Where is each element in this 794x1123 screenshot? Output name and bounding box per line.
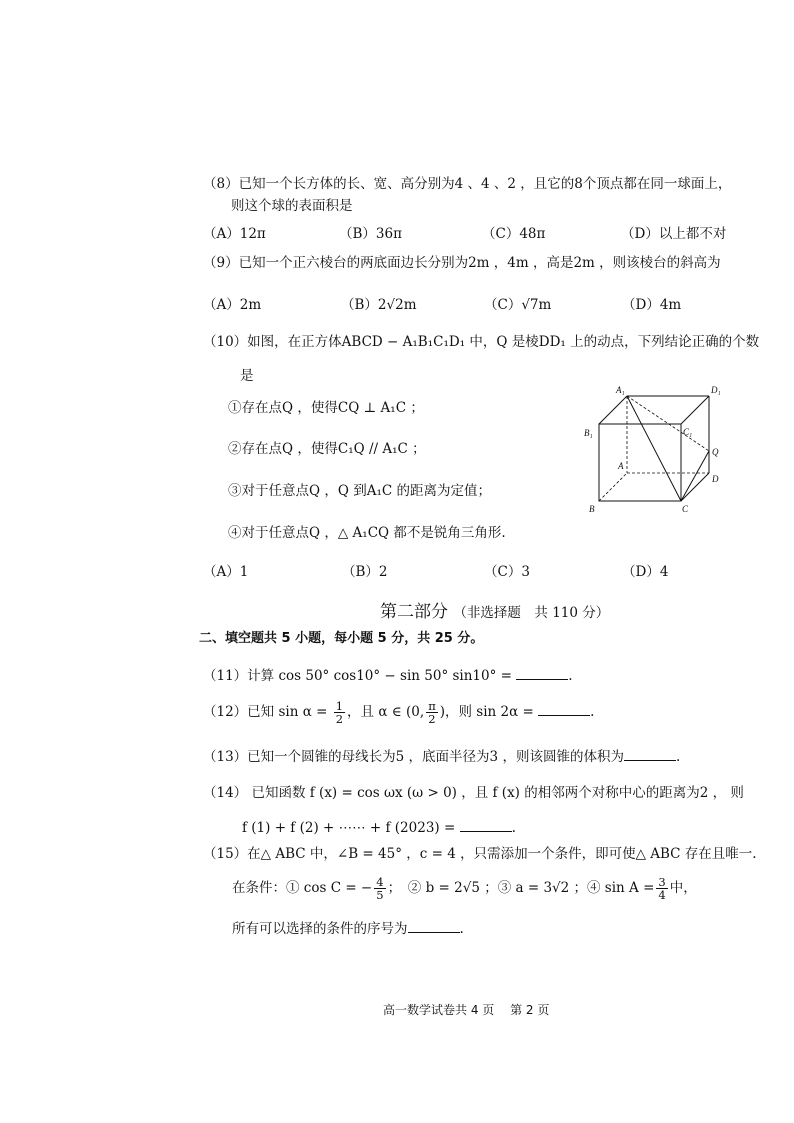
label-b1: B₁ bbox=[584, 428, 593, 438]
q8-option-a: （A）12π bbox=[203, 226, 266, 242]
q10-option-d: （D）4 bbox=[622, 564, 669, 580]
q12-fraction-half: $\frac{1}{2}$ bbox=[335, 699, 344, 727]
q12-mid: ，且 α ∈ (0, bbox=[347, 704, 425, 721]
part2-title-wrap bbox=[380, 597, 609, 622]
q15-fraction-3-4: $\frac{3}{4}$ bbox=[658, 875, 666, 903]
q9-option-b: （B）2√2m bbox=[341, 297, 417, 313]
q15-c-mid: ； ② b = 2√5 ；③ a = 3√2 ；④ sin A = bbox=[387, 880, 655, 897]
q14-answer-blank[interactable] bbox=[460, 819, 512, 832]
q14-end: . bbox=[511, 820, 516, 836]
q11 bbox=[203, 667, 573, 684]
label-c1: C₁ bbox=[683, 427, 693, 437]
q15-c-pre: 在条件：① cos C = − bbox=[232, 880, 373, 897]
q12-pre: （12）已知 sin α = bbox=[203, 704, 328, 721]
q9-text: （9）已知一个正六棱台的两底面边长分别为2m ，4m ，高是2m ，则该棱台的斜高为 bbox=[203, 255, 721, 271]
q10-line2: 是 bbox=[240, 368, 254, 384]
q10-option-b: （B）2 bbox=[342, 564, 388, 580]
label-a: A bbox=[618, 461, 624, 471]
section2-heading: 二、填空题共 5 小题，每小题 5 分，共 25 分。 bbox=[199, 631, 484, 646]
q14-line2: f (1) + f (2) + ⋯⋯ + f (2023) = bbox=[242, 820, 456, 836]
q10-statement-1: ①存在点Q ，使得CQ ⊥ A₁C ； bbox=[228, 400, 424, 416]
q15-line3-text: 所有可以选择的条件的序号为 bbox=[232, 921, 408, 937]
q15-conditions bbox=[232, 876, 697, 901]
part2-title: 第二部分 bbox=[380, 602, 448, 622]
page-footer: 高一数学试卷共 4 页 第 2 页 bbox=[383, 1003, 550, 1017]
q15-c-post: 中， bbox=[669, 880, 697, 897]
q12 bbox=[203, 700, 594, 725]
q13 bbox=[203, 748, 680, 765]
q8-line1: （8）已知一个长方体的长、宽、高分别为4 、4 、2 ，且它的8个顶点都在同一球面上， bbox=[203, 176, 732, 192]
label-b: B bbox=[589, 504, 595, 514]
q11-text: （11）计算 cos 50° cos10° − sin 50° sin10° = bbox=[203, 668, 512, 684]
q12-end: . bbox=[590, 704, 595, 721]
q15-answer-blank[interactable] bbox=[408, 920, 460, 933]
q10-statement-4: ④对于任意点Q ，△ A₁CQ 都不是锐角三角形. bbox=[228, 525, 506, 541]
q10-line1: （10）如图，在正方体ABCD − A₁B₁C₁D₁ 中，Q 是棱DD₁ 上的动点，下列结论正确的个数 bbox=[203, 334, 760, 350]
q12-answer-blank[interactable] bbox=[538, 703, 590, 716]
q8-option-d: （D）以上都不对 bbox=[621, 226, 727, 242]
q14-line1: （14） 已知函数 f (x) = cos ωx (ω > 0) ，且 f (x) 的相邻两个对称中心的距离为2 ， 则 bbox=[203, 785, 744, 801]
label-d1: D₁ bbox=[711, 385, 721, 395]
q14-line2-wrap bbox=[242, 819, 516, 836]
cube-figure bbox=[580, 382, 730, 517]
q11-end: . bbox=[568, 668, 573, 684]
q9-option-c: （C）√7m bbox=[484, 297, 552, 313]
q8-option-c: （C）48π bbox=[482, 226, 546, 242]
q15-fraction-4-5: $\frac{4}{5}$ bbox=[376, 875, 384, 903]
q15-end: . bbox=[459, 921, 464, 937]
q12-post: )，则 sin 2α = bbox=[439, 704, 534, 721]
q12-fraction-pi-half: $\frac{\pi}{2}$ bbox=[428, 699, 436, 727]
q10-statement-3: ③对于任意点Q ，Q 到A₁C 的距离为定值； bbox=[228, 483, 491, 499]
q9-option-d: （D）4m bbox=[622, 297, 682, 313]
label-a1: A₁ bbox=[616, 385, 625, 395]
q8-option-b: （B）36π bbox=[339, 226, 402, 242]
label-c: C bbox=[682, 504, 689, 514]
q11-answer-blank[interactable] bbox=[516, 667, 568, 680]
q8-line2: 则这个球的表面积是 bbox=[231, 198, 353, 214]
q9-option-a: （A）2m bbox=[203, 297, 262, 313]
label-q: Q bbox=[712, 447, 719, 457]
q13-text: （13）已知一个圆锥的母线长为5 ，底面半径为3 ，则该圆锥的体积为 bbox=[203, 749, 624, 765]
label-d: D bbox=[712, 474, 719, 484]
q13-answer-blank[interactable] bbox=[624, 748, 676, 761]
q15-line1: （15）在△ ABC 中，∠B = 45° ，c = 4 ，只需添加一个条件，即可使△ ABC 存在且唯一. bbox=[203, 846, 757, 862]
q10-option-a: （A）1 bbox=[203, 564, 249, 580]
q10-statement-2: ②存在点Q ，使得C₁Q // A₁C ； bbox=[228, 441, 426, 457]
q15-line3 bbox=[232, 920, 464, 937]
q10-option-c: （C）3 bbox=[484, 564, 530, 580]
q13-end: . bbox=[675, 749, 681, 765]
part2-subtitle: （非选择题 共 110 分） bbox=[453, 605, 610, 621]
